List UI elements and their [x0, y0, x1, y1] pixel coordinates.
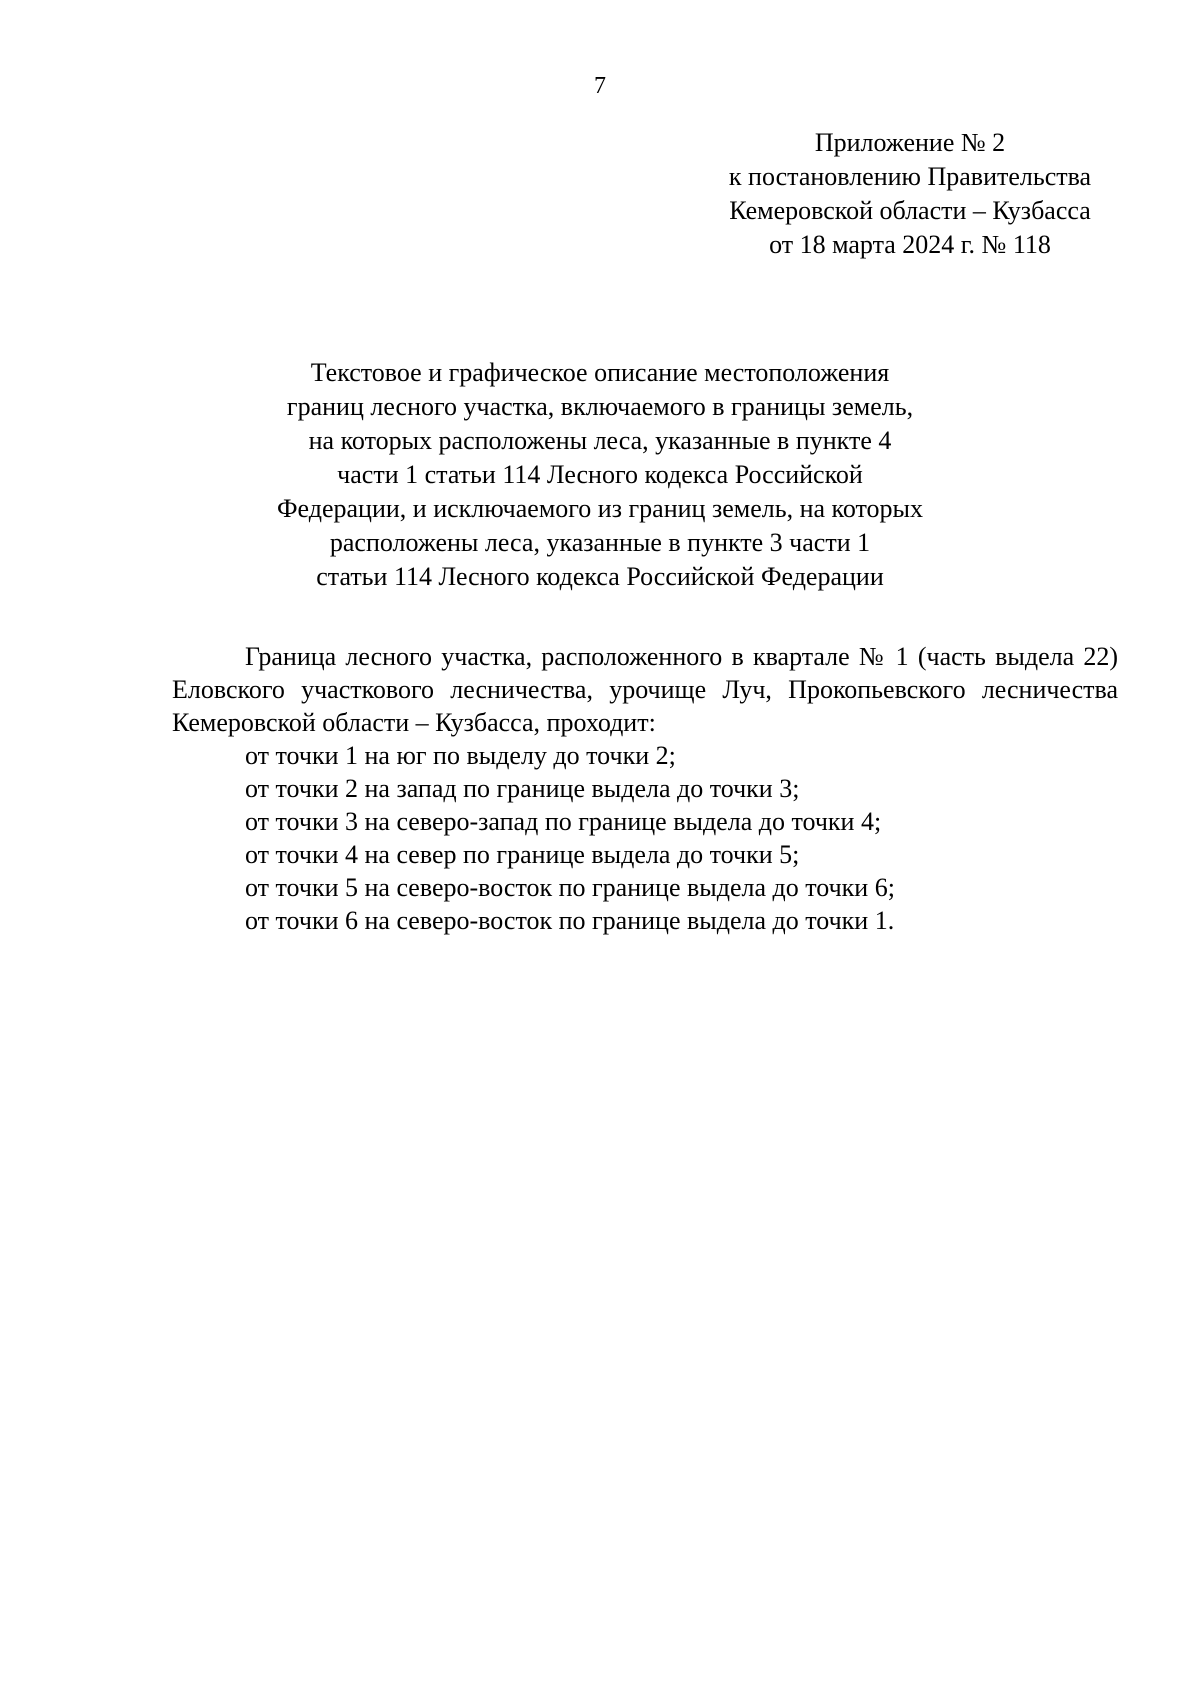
title-line: части 1 статьи 114 Лесного кодекса Российской — [337, 460, 863, 489]
appendix-line: к постановлению Правительства — [728, 162, 1092, 191]
appendix-line: Приложение № 2 — [814, 128, 1006, 157]
route-line: от точки 3 на северо-запад по границе выдела до точки 4; — [245, 807, 882, 836]
route-line: от точки 2 на запад по границе выдела до точки 3; — [245, 774, 800, 803]
appendix-line: Кемеровской области – Кузбасса — [729, 196, 1091, 225]
intro-paragraph: Граница лесного участка, расположенного в квартале № 1 (часть выдела 22) Еловского участкового лесничества, урочище Луч, Прокопьевского лесничества Кемеровской области – Кузбасса, проходит: — [172, 642, 1118, 737]
title-line: Текстовое и графическое описание местоположения — [310, 358, 890, 387]
page-number: 7 — [594, 73, 606, 99]
appendix-header — [700, 126, 1120, 262]
appendix-line: от 18 марта 2024 г. № 118 — [769, 230, 1051, 259]
title-line: статьи 114 Лесного кодекса Российской Федерации — [316, 562, 884, 591]
route-line: от точки 6 на северо-восток по границе выдела до точки 1. — [245, 906, 895, 935]
title-line: Федерации, и исключаемого из границ земель, на которых — [276, 494, 923, 523]
title-line: границ лесного участка, включаемого в границы земель, — [286, 392, 914, 421]
route-line: от точки 5 на северо-восток по границе выдела до точки 6; — [245, 873, 895, 902]
route-line: от точки 4 на север по границе выдела до точки 5; — [245, 840, 800, 869]
document-title — [240, 356, 960, 594]
title-line: на которых расположены леса, указанные в пункте 4 — [308, 426, 892, 455]
route-line: от точки 1 на юг по выделу до точки 2; — [245, 741, 676, 770]
title-line: расположены леса, указанные в пункте 3 части 1 — [329, 528, 871, 557]
boundary-description — [172, 640, 1118, 937]
